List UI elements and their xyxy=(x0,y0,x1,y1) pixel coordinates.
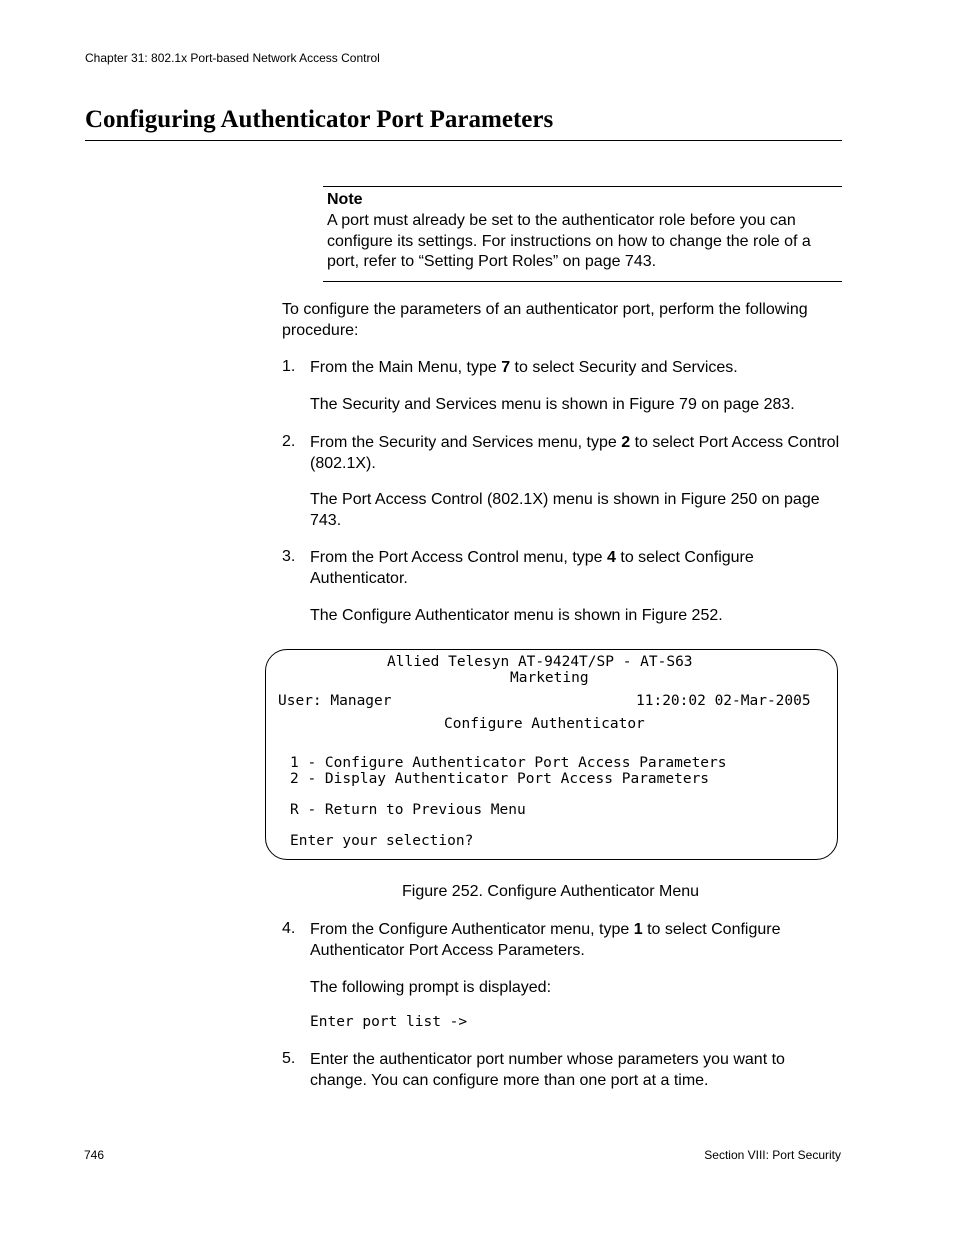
step-number: 2. xyxy=(282,433,296,450)
terminal-user: User: Manager xyxy=(278,693,392,709)
step-text-pre: From the Port Access Control menu, type xyxy=(310,549,608,566)
step-text-post: to select Security and Services. xyxy=(510,359,738,376)
step-key: 2 xyxy=(621,434,631,451)
note-text: A port must already be set to the authenticator role before you can configure its settings. For instructions on how to change the role of a port, refer to “Setting Port Roles” on page 743. xyxy=(327,212,811,270)
step-text-pre: From the Security and Services menu, type xyxy=(310,434,622,451)
step-number: 4. xyxy=(282,920,296,937)
title-rule xyxy=(85,140,842,141)
intro-paragraph: To configure the parameters of an authenticator port, perform the following procedure: xyxy=(282,301,808,339)
section-footer: Section VIII: Port Security xyxy=(704,1148,841,1162)
step-text-post: to select Configure Authenticator Port Access Parameters. xyxy=(310,921,781,959)
step-text-post: to select Configure Authenticator. xyxy=(310,549,754,587)
step-text-pre: From the Main Menu, type xyxy=(310,359,502,376)
note-box xyxy=(323,186,842,282)
step-text xyxy=(310,358,842,379)
note-heading: Note xyxy=(327,191,363,208)
page-title: Configuring Authenticator Port Parameters xyxy=(85,106,554,133)
step-result: The Configure Authenticator menu is shown in Figure 252. xyxy=(310,607,723,624)
code-prompt: Enter port list -> xyxy=(310,1014,468,1030)
step-result: The Security and Services menu is shown in Figure 79 on page 283. xyxy=(310,396,795,413)
terminal-option-2: 2 - Display Authenticator Port Access Parameters xyxy=(290,771,710,787)
terminal-prompt: Enter your selection? xyxy=(290,833,474,849)
page-number: 746 xyxy=(84,1148,105,1162)
step-text: Enter the authenticator port number whose parameters you want to change. You can configure more than one port at a time. xyxy=(310,1051,785,1089)
step-key: 4 xyxy=(607,549,616,566)
terminal-option-1: 1 - Configure Authenticator Port Access Parameters xyxy=(290,755,727,771)
step-key: 7 xyxy=(501,359,511,376)
step-text xyxy=(310,920,842,961)
terminal-system-name: Allied Telesyn AT-9424T/SP - AT-S63 xyxy=(387,654,693,670)
terminal-datetime: 11:20:02 02-Mar-2005 xyxy=(636,693,811,709)
step-text-pre: From the Configure Authenticator menu, type xyxy=(310,921,634,938)
step-number: 3. xyxy=(282,548,296,565)
step-result: The following prompt is displayed: xyxy=(310,979,552,996)
terminal-location: Marketing xyxy=(510,670,589,686)
terminal-menu-title: Configure Authenticator xyxy=(444,716,645,732)
chapter-header: Chapter 31: 802.1x Port-based Network Access Control xyxy=(85,51,380,65)
terminal-screen xyxy=(265,649,838,860)
step-number: 1. xyxy=(282,358,296,375)
figure-caption: Figure 252. Configure Authenticator Menu xyxy=(402,883,700,900)
step-result: The Port Access Control (802.1X) menu is shown in Figure 250 on page 743. xyxy=(310,491,820,529)
step-text-post: to select Port Access Control (802.1X). xyxy=(310,434,840,472)
step-number: 5. xyxy=(282,1050,296,1067)
step-text xyxy=(310,433,842,474)
step-key: 1 xyxy=(633,921,643,938)
step-text xyxy=(310,548,842,589)
terminal-option-r: R - Return to Previous Menu xyxy=(290,802,526,818)
